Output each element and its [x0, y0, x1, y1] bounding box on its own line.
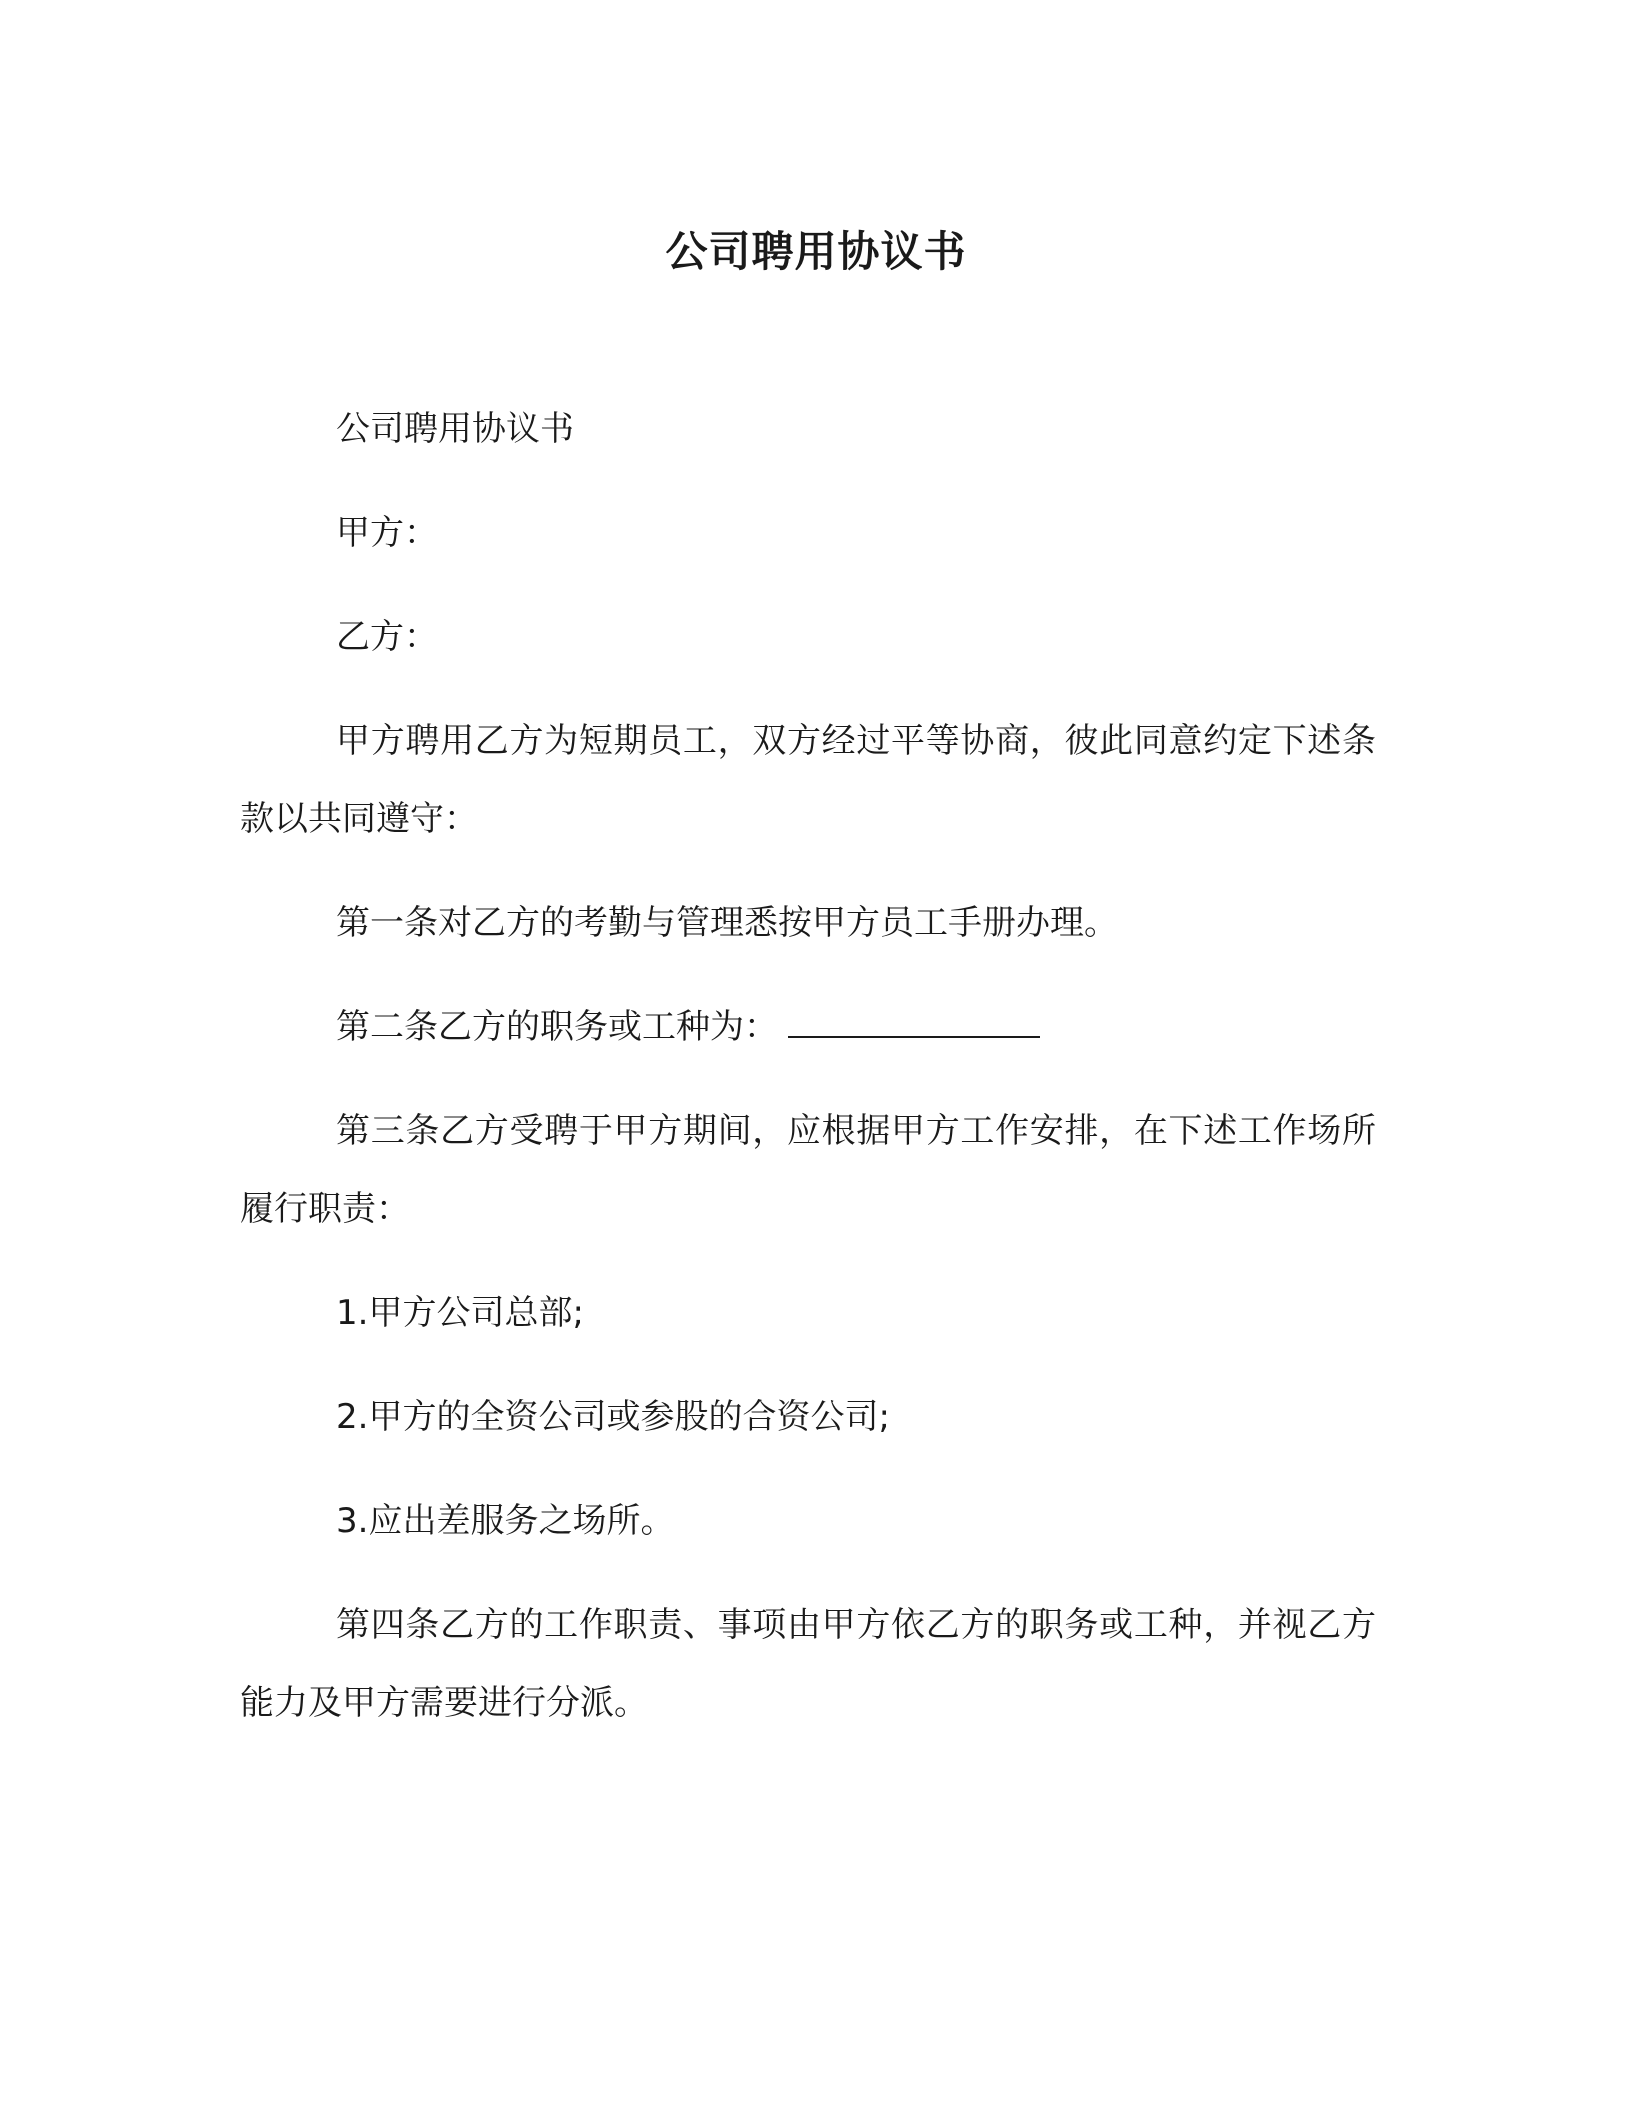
party-a-line: 甲方：	[336, 513, 438, 553]
article-1: 第一条对乙方的考勤与管理悉按甲方员工手册办理。	[336, 903, 1118, 943]
article-3: 第三条乙方受聘于甲方期间，应根据甲方工作安排，在下述工作场所履行职责：	[240, 1111, 1376, 1229]
subtitle-paragraph: 公司聘用协议书	[336, 409, 574, 449]
list-item: 1.甲方公司总部;	[336, 1293, 584, 1333]
document-title: 公司聘用协议书	[665, 227, 967, 276]
article-4: 第四条乙方的工作职责、事项由甲方依乙方的职务或工种，并视乙方能力及甲方需要进行分派。	[240, 1605, 1376, 1723]
document-body	[240, 390, 1376, 1768]
article-2	[240, 988, 1376, 1066]
fill-in-blank-line	[788, 1006, 1040, 1038]
preamble-paragraph: 甲方聘用乙方为短期员工，双方经过平等协商，彼此同意约定下述条款以共同遵守：	[240, 721, 1376, 839]
article-2-text: 第二条乙方的职务或工种为：	[336, 1007, 778, 1047]
list-item: 2.甲方的全资公司或参股的合资公司;	[336, 1397, 890, 1437]
list-item: 3.应出差服务之场所。	[336, 1501, 675, 1541]
party-b-line: 乙方：	[336, 617, 438, 657]
